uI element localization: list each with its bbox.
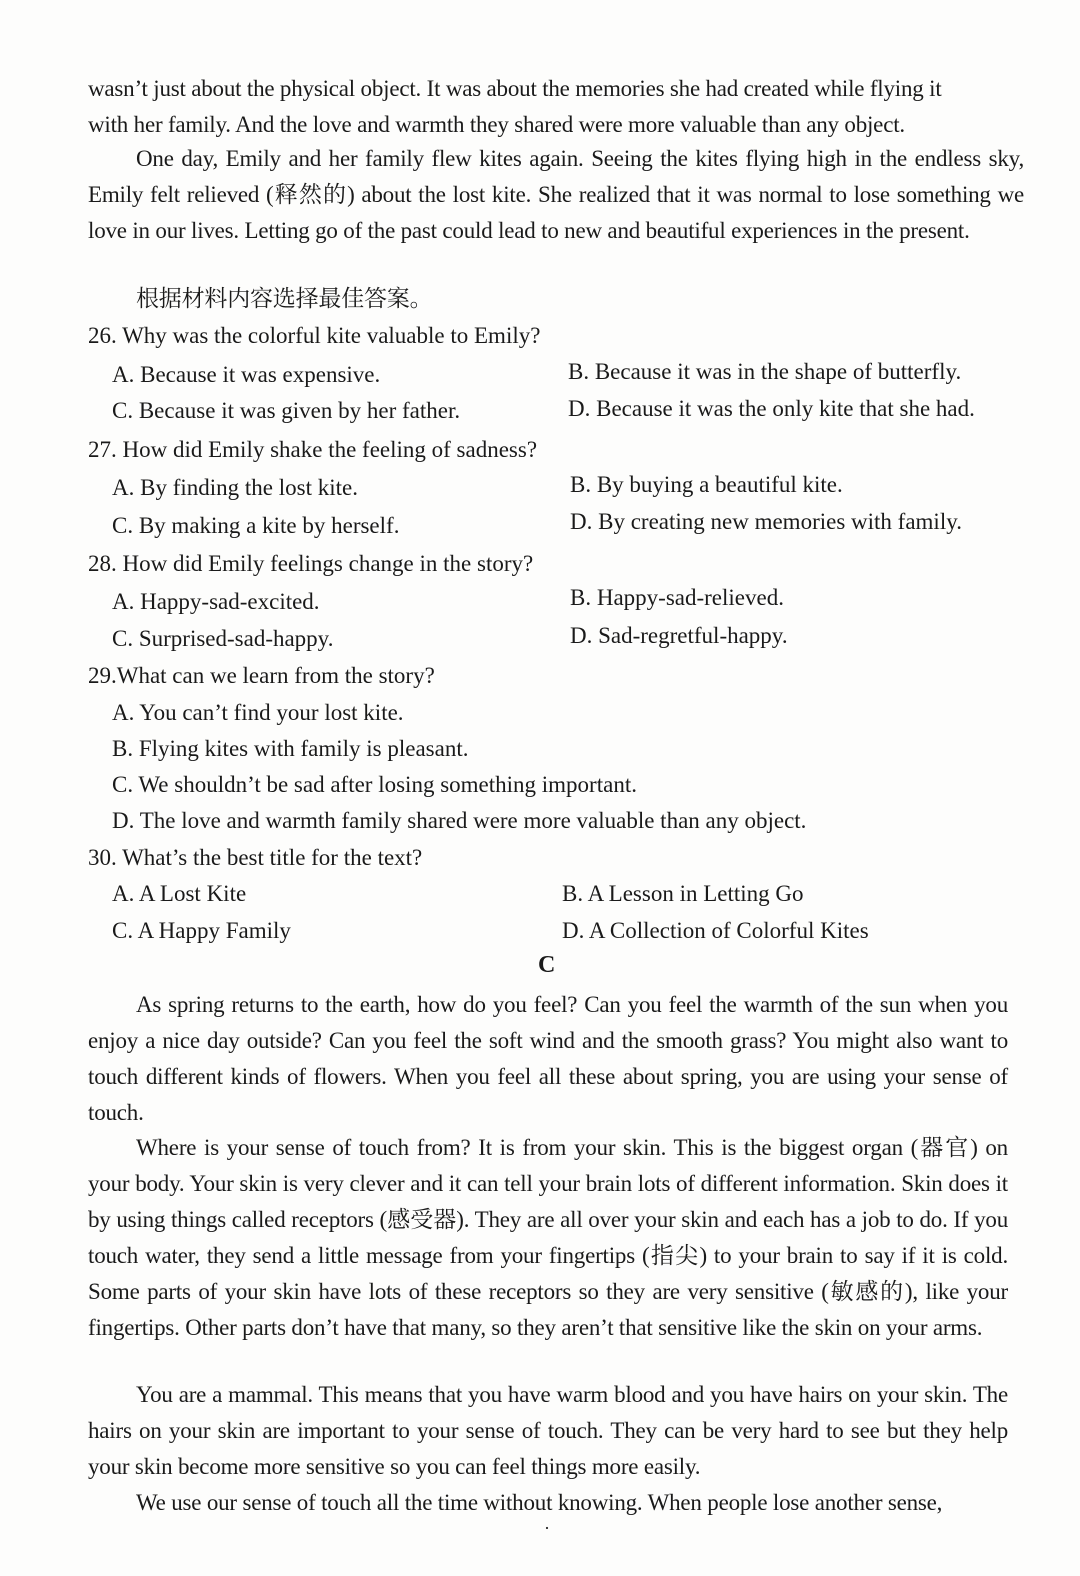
- question-27-stem: 27. How did Emily shake the feeling of sadness?: [88, 437, 538, 462]
- question-27-option-d: D. By creating new memories with family.: [570, 509, 962, 534]
- passage-line: wasn’t just about the physical object. It was about the memories she had created while flying it: [88, 76, 942, 101]
- question-30-option-c: C. A Happy Family: [112, 918, 291, 943]
- question-28-stem: 28. How did Emily feelings change in the story?: [88, 551, 534, 576]
- question-29-stem: 29.What can we learn from the story?: [88, 663, 435, 688]
- question-28-option-d: D. Sad-regretful-happy.: [570, 623, 788, 648]
- scan-dot-mark: ·: [544, 1518, 550, 1538]
- passage-c-paragraph-2: Where is your sense of touch from? It is from your skin. This is the biggest organ (器官) on your body. Your skin is very clever and it can tell your brain lots of different information. Skin does it by using things called receptors (感受器). They are all over your skin and each has a job to do. If you touch water, they send a little message from your fingertips (指尖) to your brain to say if it is cold. Some parts of your skin have lots of these receptors so they are very sensitive (敏感的), like your fingertips. Other parts don’t have that many, so they aren’t that sensitive like the skin on your arms.: [88, 1135, 1008, 1340]
- question-26-option-d: D. Because it was the only kite that she had.: [568, 396, 975, 421]
- question-27-option-b: B. By buying a beautiful kite.: [570, 472, 843, 497]
- section-c-marker: C: [538, 952, 556, 978]
- question-26-option-b: B. Because it was in the shape of butterfly.: [568, 359, 962, 384]
- question-26-option-a: A. Because it was expensive.: [112, 362, 381, 387]
- question-29-option-c: C. We shouldn’t be sad after losing something important.: [112, 772, 637, 797]
- question-27-option-c: C. By making a kite by herself.: [112, 513, 400, 538]
- instruction-text: 根据材料内容选择最佳答案。: [136, 286, 433, 311]
- passage-paragraph: One day, Emily and her family flew kites again. Seeing the kites flying high in the endless sky, Emily felt relieved (释然的) about the lost kite. She realized that it was normal to lose something we love in our lives. Letting go of the past could lead to new and beautiful experiences in the present.: [88, 146, 1024, 243]
- question-29-option-d: D. The love and warmth family shared were more valuable than any object.: [112, 808, 807, 833]
- question-28-option-c: C. Surprised-sad-happy.: [112, 626, 334, 651]
- question-26-option-c: C. Because it was given by her father.: [112, 398, 461, 423]
- question-29-option-b: B. Flying kites with family is pleasant.: [112, 736, 469, 761]
- question-29-option-a: A. You can’t find your lost kite.: [112, 700, 404, 725]
- passage-line: with her family. And the love and warmth they shared were more valuable than any object.: [88, 112, 905, 137]
- question-30-option-d: D. A Collection of Colorful Kites: [562, 918, 869, 943]
- question-30-option-a: A. A Lost Kite: [112, 881, 247, 906]
- question-28-option-a: A. Happy-sad-excited.: [112, 589, 320, 614]
- question-30-stem: 30. What’s the best title for the text?: [88, 845, 423, 870]
- question-28-option-b: B. Happy-sad-relieved.: [570, 585, 784, 610]
- passage-c-paragraph-1: As spring returns to the earth, how do you feel? Can you feel the warmth of the sun when you enjoy a nice day outside? Can you feel the soft wind and the smooth grass? You might also want to touch different kinds of flowers. When you feel all these about spring, you are using your sense of touch.: [88, 992, 1008, 1125]
- question-30-option-b: B. A Lesson in Letting Go: [562, 881, 804, 906]
- question-27-option-a: A. By finding the lost kite.: [112, 475, 358, 500]
- passage-c-paragraph-4: We use our sense of touch all the time without knowing. When people lose another sense,: [136, 1490, 943, 1515]
- question-26-stem: 26. Why was the colorful kite valuable to Emily?: [88, 323, 541, 348]
- passage-c-paragraph-3: You are a mammal. This means that you have warm blood and you have hairs on your skin. The hairs on your skin are important to your sense of touch. They can be very hard to see but they help your skin become more sensitive so you can feel things more easily.: [88, 1382, 1008, 1479]
